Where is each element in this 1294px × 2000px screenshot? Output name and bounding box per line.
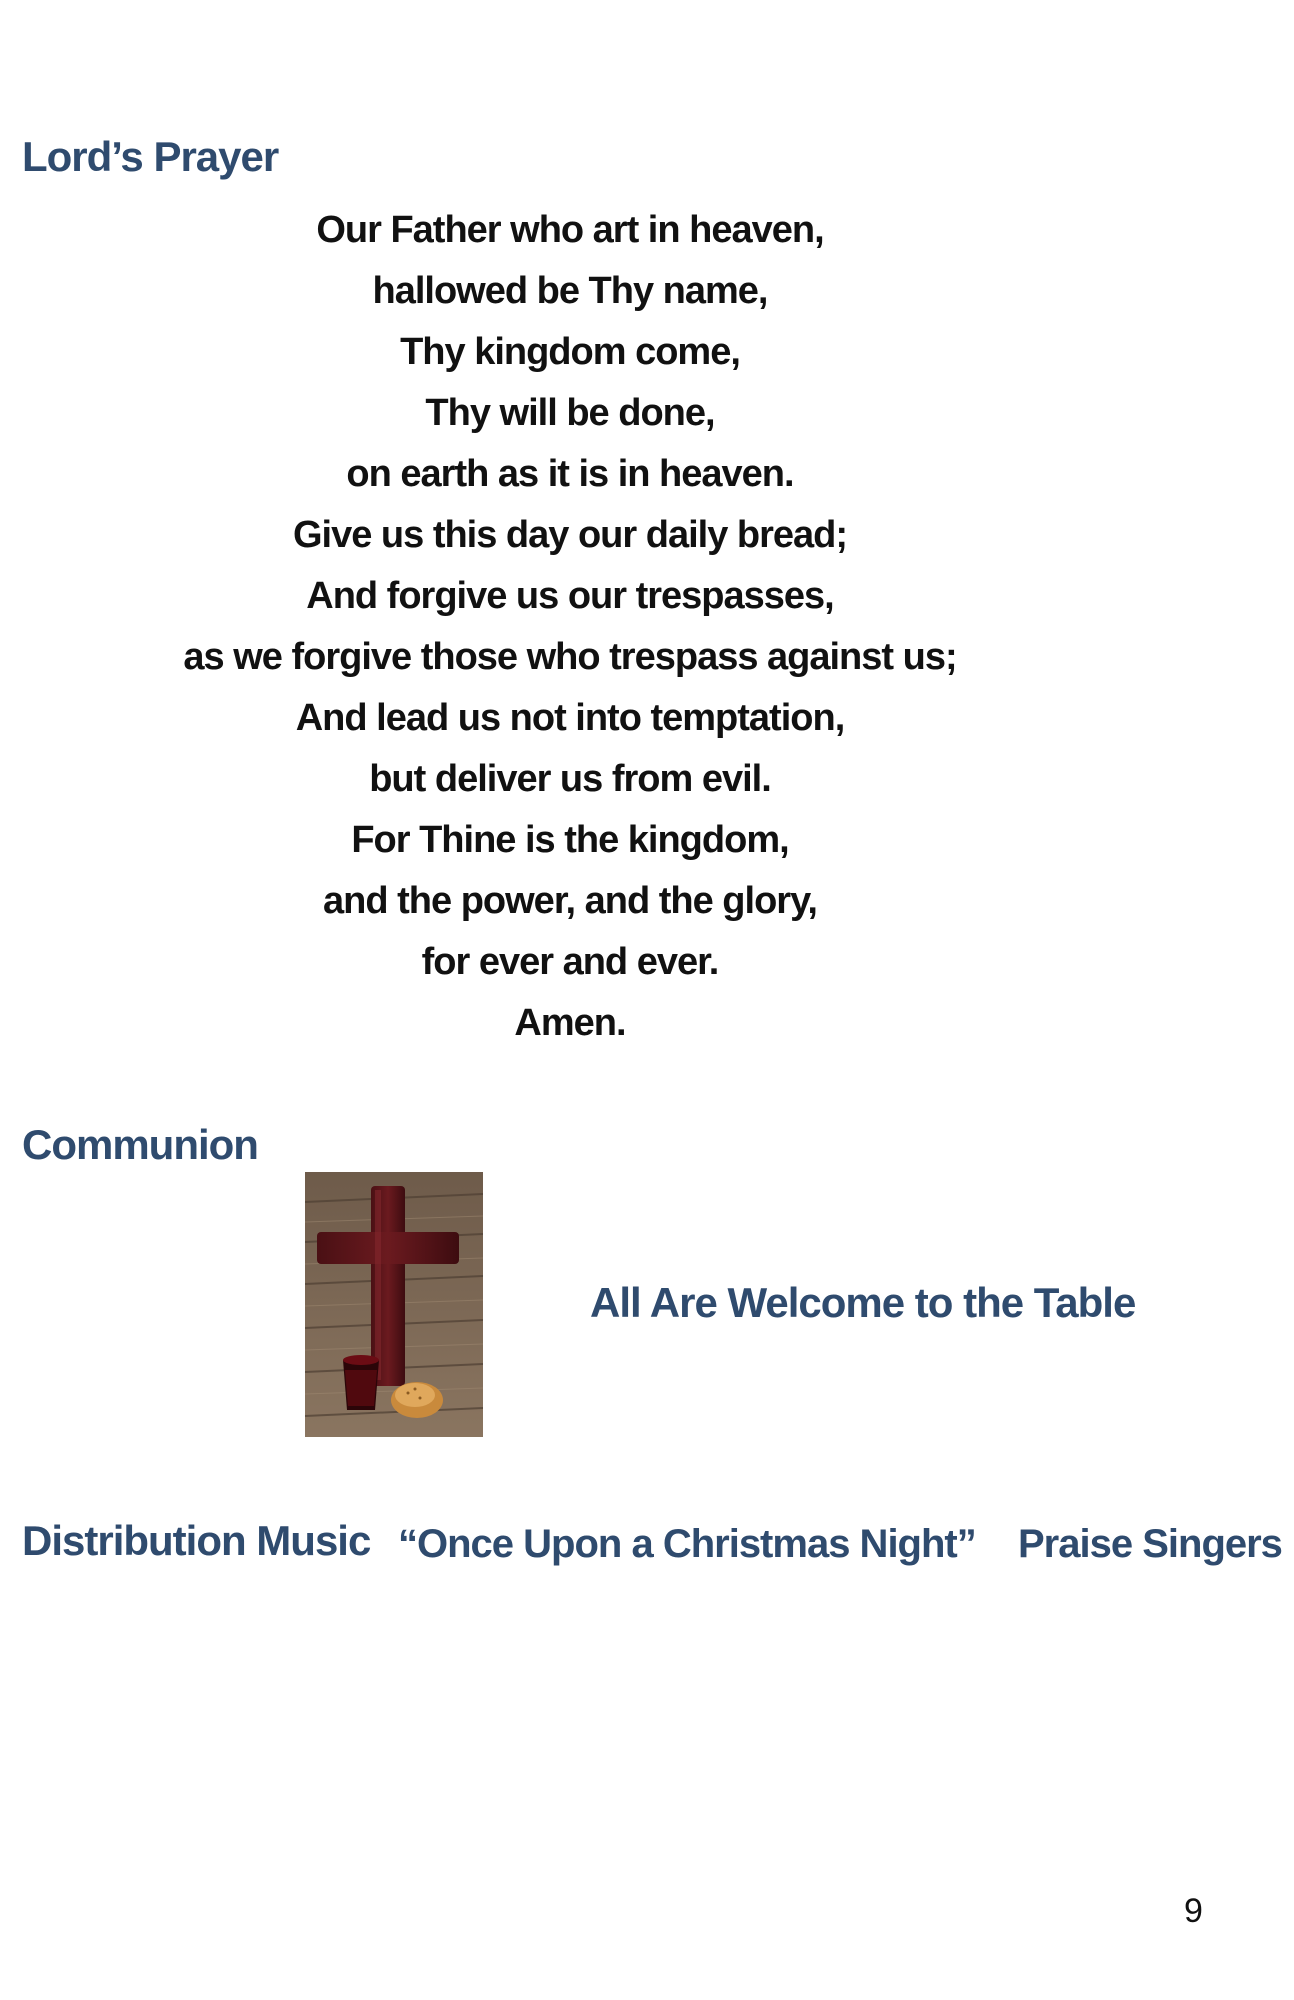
communion-image	[305, 1172, 483, 1437]
prayer-line: Thy will be done,	[425, 392, 715, 434]
prayer-line: but deliver us from evil.	[369, 758, 771, 800]
welcome-message: All Are Welcome to the Table	[590, 1279, 1136, 1326]
lords-prayer-heading: Lord’s Prayer	[22, 133, 279, 180]
prayer-line: on earth as it is in heaven.	[346, 453, 794, 495]
distribution-music-heading: Distribution Music	[22, 1517, 371, 1564]
prayer-line: and the power, and the glory,	[323, 880, 817, 922]
communion-heading: Communion	[22, 1121, 258, 1168]
prayer-line: Our Father who art in heaven,	[316, 209, 824, 251]
prayer-line: Give us this day our daily bread;	[292, 514, 848, 556]
music-title: “Once Upon a Christmas Night”	[398, 1522, 976, 1566]
prayer-line: Amen.	[514, 1002, 626, 1044]
music-performer: Praise Singers	[1018, 1522, 1282, 1566]
page-number: 9	[1184, 1892, 1203, 1930]
prayer-line: For Thine is the kingdom,	[351, 819, 789, 861]
prayer-line: And forgive us our trespasses,	[306, 575, 834, 617]
prayer-line: hallowed be Thy name,	[372, 270, 768, 312]
lords-prayer-text	[0, 200, 1140, 1054]
cup-icon	[343, 1355, 379, 1410]
prayer-line: as we forgive those who trespass against us;	[183, 636, 957, 678]
bread-icon	[391, 1382, 443, 1418]
prayer-line: for ever and ever.	[421, 941, 719, 983]
prayer-line: Thy kingdom come,	[400, 331, 740, 373]
prayer-line: And lead us not into temptation,	[295, 697, 845, 739]
